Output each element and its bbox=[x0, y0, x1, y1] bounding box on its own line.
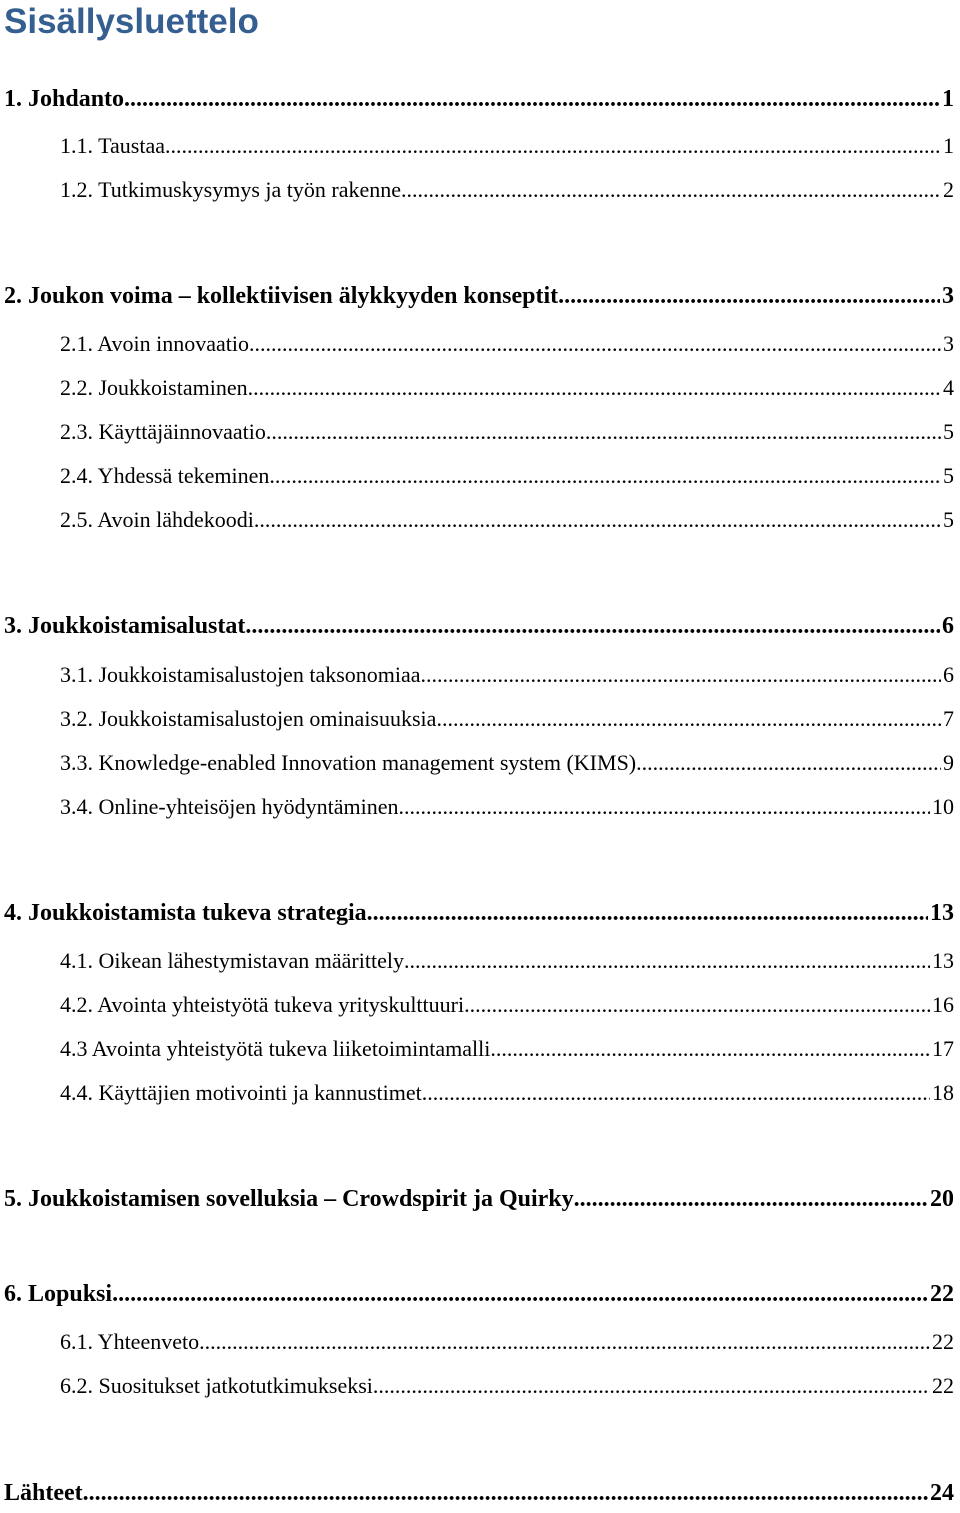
dot-leader bbox=[249, 330, 941, 358]
dot-leader bbox=[404, 947, 930, 975]
toc-entry[interactable] bbox=[60, 462, 954, 490]
toc-entry-page-number: 13 bbox=[932, 948, 954, 973]
toc-entry-label: 3.4. Online-yhteisöjen hyödyntäminen bbox=[60, 794, 399, 819]
dot-leader bbox=[269, 462, 941, 490]
dot-leader bbox=[165, 132, 941, 160]
toc-entry-page-number: 2 bbox=[943, 177, 954, 202]
toc-entry-label: 6. Lopuksi bbox=[4, 1281, 113, 1307]
toc-entry[interactable] bbox=[4, 611, 954, 641]
toc-entry[interactable] bbox=[60, 991, 954, 1019]
toc-entry-page-number: 6 bbox=[942, 613, 954, 639]
toc-entry[interactable] bbox=[4, 1184, 954, 1214]
toc-entry-page-number: 4 bbox=[943, 375, 954, 400]
toc-entry-label: 4.3 Avointa yhteistyötä tukeva liiketoimintamalli bbox=[60, 1036, 491, 1061]
dot-leader bbox=[373, 1372, 930, 1400]
toc-entry[interactable] bbox=[4, 281, 954, 311]
dot-leader bbox=[422, 1079, 930, 1107]
toc-entry[interactable] bbox=[60, 749, 954, 777]
toc-entry[interactable] bbox=[60, 1035, 954, 1063]
toc-entry-label: 2. Joukon voima – kollektiivisen älykkyyden konseptit bbox=[4, 283, 559, 309]
toc-entry-page-number: 7 bbox=[943, 706, 954, 731]
dot-leader bbox=[399, 793, 931, 821]
dot-leader bbox=[254, 506, 941, 534]
dot-leader bbox=[245, 611, 940, 641]
toc-entry[interactable] bbox=[60, 661, 954, 689]
toc-entry-page-number: 5 bbox=[943, 507, 954, 532]
toc-entry-page-number: 22 bbox=[932, 1373, 954, 1398]
dot-leader bbox=[436, 705, 941, 733]
dot-leader bbox=[401, 176, 941, 204]
toc-entry-page-number: 1 bbox=[943, 133, 954, 158]
dot-leader bbox=[248, 374, 941, 402]
toc-entry-page-number: 5 bbox=[943, 463, 954, 488]
toc-entry-page-number: 1 bbox=[942, 86, 954, 112]
toc-entry[interactable] bbox=[4, 1279, 954, 1309]
toc-entry-page-number: 5 bbox=[943, 419, 954, 444]
toc-entry-label: 2.3. Käyttäjäinnovaatio bbox=[60, 419, 266, 444]
toc-entry[interactable] bbox=[4, 1478, 954, 1508]
toc-entry[interactable] bbox=[60, 1372, 954, 1400]
dot-leader bbox=[574, 1184, 928, 1214]
toc-entry-page-number: 20 bbox=[930, 1186, 954, 1212]
toc-entry[interactable] bbox=[4, 84, 954, 114]
toc-entry-label: 1.1. Taustaa bbox=[60, 133, 165, 158]
toc-entry[interactable] bbox=[60, 705, 954, 733]
dot-leader bbox=[490, 1035, 930, 1063]
toc-entry[interactable] bbox=[60, 793, 954, 821]
dot-leader bbox=[558, 281, 940, 311]
toc-entry-label: 4.4. Käyttäjien motivointi ja kannustimet bbox=[60, 1080, 422, 1105]
toc-entry[interactable] bbox=[60, 330, 954, 358]
toc-entry[interactable] bbox=[60, 176, 954, 204]
toc-entry[interactable] bbox=[60, 1328, 954, 1356]
dot-leader bbox=[266, 418, 941, 446]
toc-title: Sisällysluettelo bbox=[4, 2, 259, 41]
toc-entry-page-number: 13 bbox=[930, 900, 954, 926]
toc-entry-label: 4.2. Avointa yhteistyötä tukeva yrityskulttuuri bbox=[60, 992, 465, 1017]
toc-entry-page-number: 16 bbox=[932, 992, 954, 1017]
toc-entry[interactable] bbox=[60, 947, 954, 975]
dot-leader bbox=[636, 749, 941, 777]
toc-entry-label: 1. Johdanto bbox=[4, 86, 125, 112]
dot-leader bbox=[464, 991, 930, 1019]
toc-entry-label: 3.2. Joukkoistamisalustojen ominaisuuksia bbox=[60, 706, 437, 731]
dot-leader bbox=[112, 1279, 928, 1309]
toc-entry-page-number: 22 bbox=[930, 1281, 954, 1307]
toc-entry-label: 3.3. Knowledge-enabled Innovation management system (KIMS) bbox=[60, 750, 637, 775]
toc-entry-page-number: 3 bbox=[942, 283, 954, 309]
toc-entry-page-number: 22 bbox=[932, 1329, 954, 1354]
toc-entry-label: Lähteet bbox=[4, 1480, 83, 1506]
toc-entry-page-number: 3 bbox=[943, 331, 954, 356]
toc-entry-label: 4. Joukkoistamista tukeva strategia bbox=[4, 900, 367, 926]
toc-entry-label: 2.5. Avoin lähdekoodi bbox=[60, 507, 254, 532]
dot-leader bbox=[367, 898, 928, 928]
toc-entry-page-number: 9 bbox=[943, 750, 954, 775]
toc-entry-label: 2.2. Joukkoistaminen bbox=[60, 375, 248, 400]
toc-entry[interactable] bbox=[60, 1079, 954, 1107]
toc-entry-label: 2.1. Avoin innovaatio bbox=[60, 331, 250, 356]
toc-entry-label: 3. Joukkoistamisalustat bbox=[4, 613, 246, 639]
toc-entry[interactable] bbox=[60, 506, 954, 534]
toc-entry-page-number: 17 bbox=[932, 1036, 954, 1061]
toc-entry-page-number: 6 bbox=[943, 662, 954, 687]
dot-leader bbox=[83, 1478, 928, 1508]
toc-entry[interactable] bbox=[60, 132, 954, 160]
toc-entry-label: 3.1. Joukkoistamisalustojen taksonomiaa bbox=[60, 662, 421, 687]
toc-entry-page-number: 24 bbox=[930, 1480, 954, 1506]
dot-leader bbox=[199, 1328, 930, 1356]
toc-entry-label: 4.1. Oikean lähestymistavan määrittely bbox=[60, 948, 404, 973]
toc-entry-label: 1.2. Tutkimuskysymys ja työn rakenne bbox=[60, 177, 402, 202]
toc-entry-label: 5. Joukkoistamisen sovelluksia – Crowdspirit ja Quirky bbox=[4, 1186, 574, 1212]
toc-entry[interactable] bbox=[4, 898, 954, 928]
toc-entry[interactable] bbox=[60, 418, 954, 446]
toc-entry-label: 6.2. Suositukset jatkotutkimukseksi bbox=[60, 1373, 373, 1398]
toc-entry[interactable] bbox=[60, 374, 954, 402]
toc-entry-label: 2.4. Yhdessä tekeminen bbox=[60, 463, 270, 488]
dot-leader bbox=[124, 84, 940, 114]
toc-entry-page-number: 18 bbox=[932, 1080, 954, 1105]
toc-entry-page-number: 10 bbox=[932, 794, 954, 819]
dot-leader bbox=[421, 661, 941, 689]
toc-entry-label: 6.1. Yhteenveto bbox=[60, 1329, 200, 1354]
